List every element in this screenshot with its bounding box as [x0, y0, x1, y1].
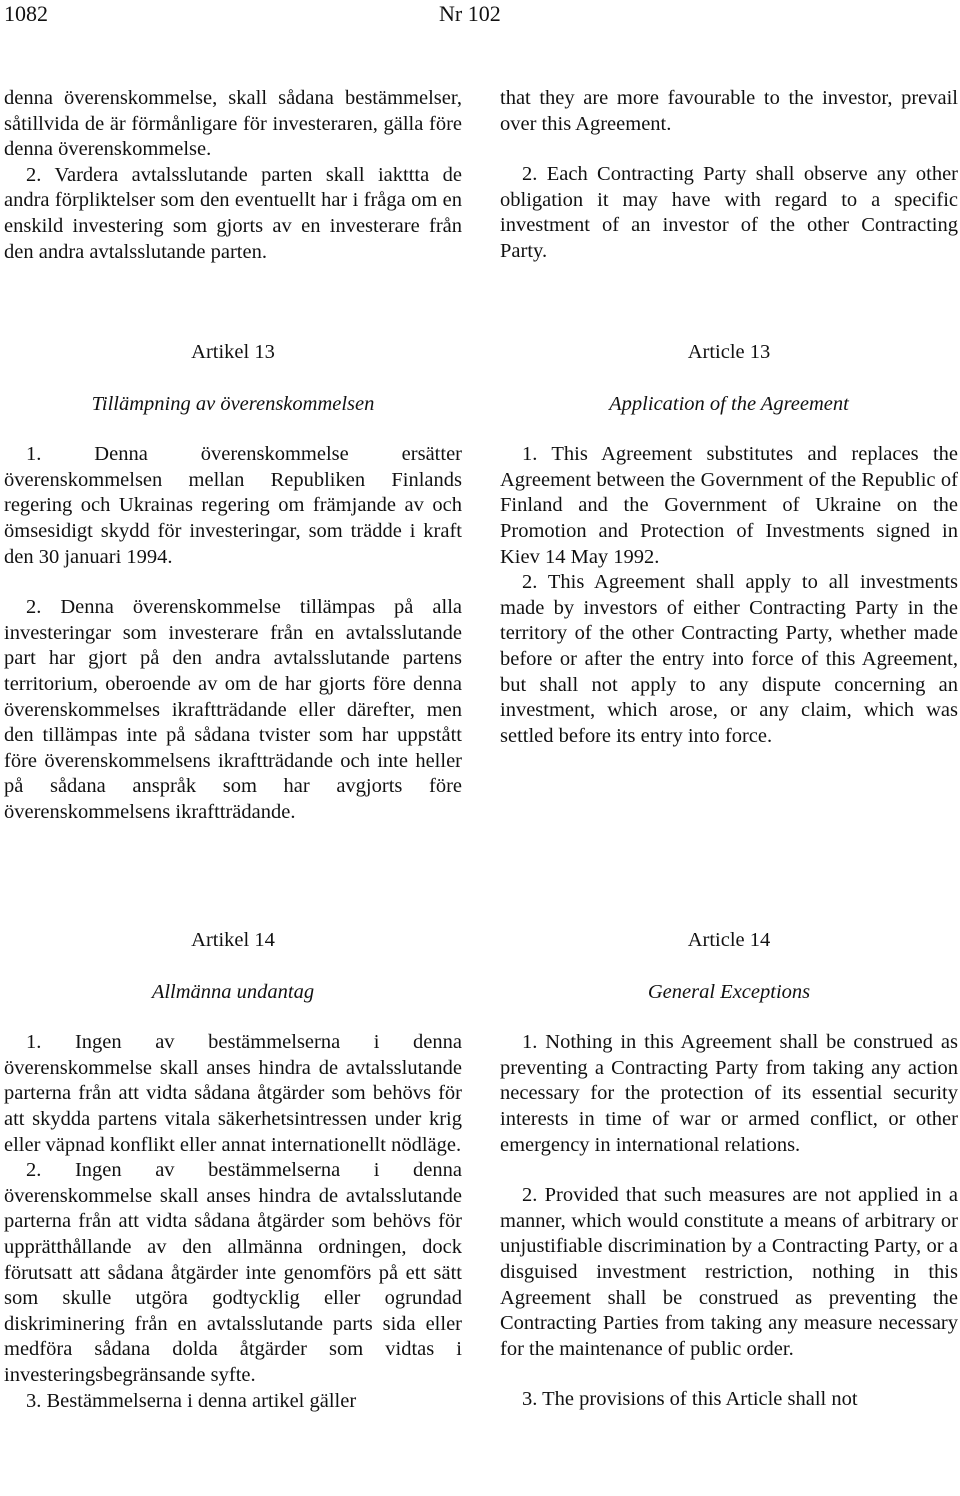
paragraph: 3. The provisions of this Article shall not: [522, 1388, 858, 1411]
article-subtitle: Tillämpning av överenskommelsen: [91, 392, 375, 415]
page-number: 1082: [4, 1, 48, 26]
issue-number: Nr 102: [439, 1, 501, 26]
paragraph: 2. Vardera avtalsslutande parten skall iakttta de andra förpliktelser som den eventuellt har i fråga om en enskild investering som gjorts av en investerare från den andra avtalsslutande parten.: [4, 163, 462, 263]
article-title: Artikel 14: [191, 929, 275, 951]
article-title: Artikel 13: [191, 341, 275, 363]
paragraph: that they are more favourable to the investor, prevail over this Agreement.: [500, 87, 958, 135]
paragraph: 2. This Agreement shall apply to all investments made by investors of either Contracting Party in the territory of the other Contracting Party, whether made before or after the entry into force of this Agreement, but shall not apply to any dispute concerning an investment, which arose, or any claim, which was settled before its entry into force.: [500, 571, 958, 747]
article-title: Article 14: [687, 929, 771, 951]
paragraph: 2. Provided that such measures are not applied in a manner, which would constitute a means of arbitrary or unjustifiable discrimination by a Contracting Party, or a disguised investment restriction, nothing in this Agreement shall be construed as preventing the Contracting Parties from taking any measure necessary for the maintenance of public order.: [500, 1184, 958, 1360]
paragraph: 1. Nothing in this Agreement shall be construed as preventing a Contracting Party from taking any action necessary for the protection of its essential security interests in time of war or armed conflict, or other emergency in international relations.: [500, 1031, 958, 1156]
article-13-swedish: [4, 340, 462, 826]
paragraph: 1. This Agreement substitutes and replaces the Agreement between the Government of the Republic of Finland and the Government of Ukraine on the Promotion and Protection of Investments signed in Kiev 14 May 1992.: [500, 443, 958, 568]
article-subtitle: General Exceptions: [647, 980, 811, 1003]
paragraph: 1. Ingen av bestämmelserna i denna överenskommelse skall anses hindra de avtalsslutande parterna från att vidta sådana åtgärder som behövs för att skydda partens vitala säkerhetsintressen under krig eller väpnad konflikt eller annat internationellt nödläge.: [4, 1031, 462, 1156]
top-section-swedish: [4, 86, 462, 265]
paragraph: 3. Bestämmelserna i denna artikel gäller: [26, 1389, 357, 1412]
paragraph: 2. Each Contracting Party shall observe any other obligation it may have with regard to a specific investment of an investor of the other Contracting Party.: [500, 163, 958, 262]
article-14-swedish: [4, 928, 462, 1414]
article-13-english: [500, 340, 958, 749]
paragraph: denna överenskommelse, skall sådana bestämmelser, såtillvida de är förmånligare för investeraren, gälla före denna överenskommelse.: [4, 87, 462, 161]
article-subtitle: Application of the Agreement: [609, 392, 849, 415]
paragraph: 2. Denna överenskommelse tillämpas på alla investeringar som investerare från en avtalsslutande part har gjort på den andra avtalsslutande partens territorium, oberoende av om de har gjorts före denna överenskommelses ikraftträdande eller därefter, men den tillämpas inte på sådana tvister som har uppstått före överenskommelsens ikraftträdande och inte heller på sådana anspråk som har avgjorts före överenskommelsens ikraftträdande.: [4, 596, 462, 823]
paragraph: 1. Denna överenskommelse ersätter överenskommelsen mellan Republiken Finlands regering och Ukrainas regering om främjande av och ömsesidigt skydd för investeringar, som trädde i kraft den 30 januari 1994.: [4, 443, 462, 568]
article-title: Article 13: [687, 341, 771, 363]
article-14-english: [500, 928, 958, 1413]
paragraph: 2. Ingen av bestämmelserna i denna överenskommelse skall anses hindra de avtalsslutande parterna från att vidta sådana åtgärder som behövs för upprätthållande av den allmänna ordningen, dock förutsatt att sådana åtgärder inte genomförs på ett sätt som skulle utgöra godtycklig eller ogrundad diskriminering från en avtalsslutande parts sida eller medföra sådana dolda åtgärder som vidtas i investeringsbegränsande syfte.: [4, 1159, 462, 1386]
top-section-english: [500, 86, 958, 265]
article-subtitle: Allmänna undantag: [151, 980, 315, 1003]
